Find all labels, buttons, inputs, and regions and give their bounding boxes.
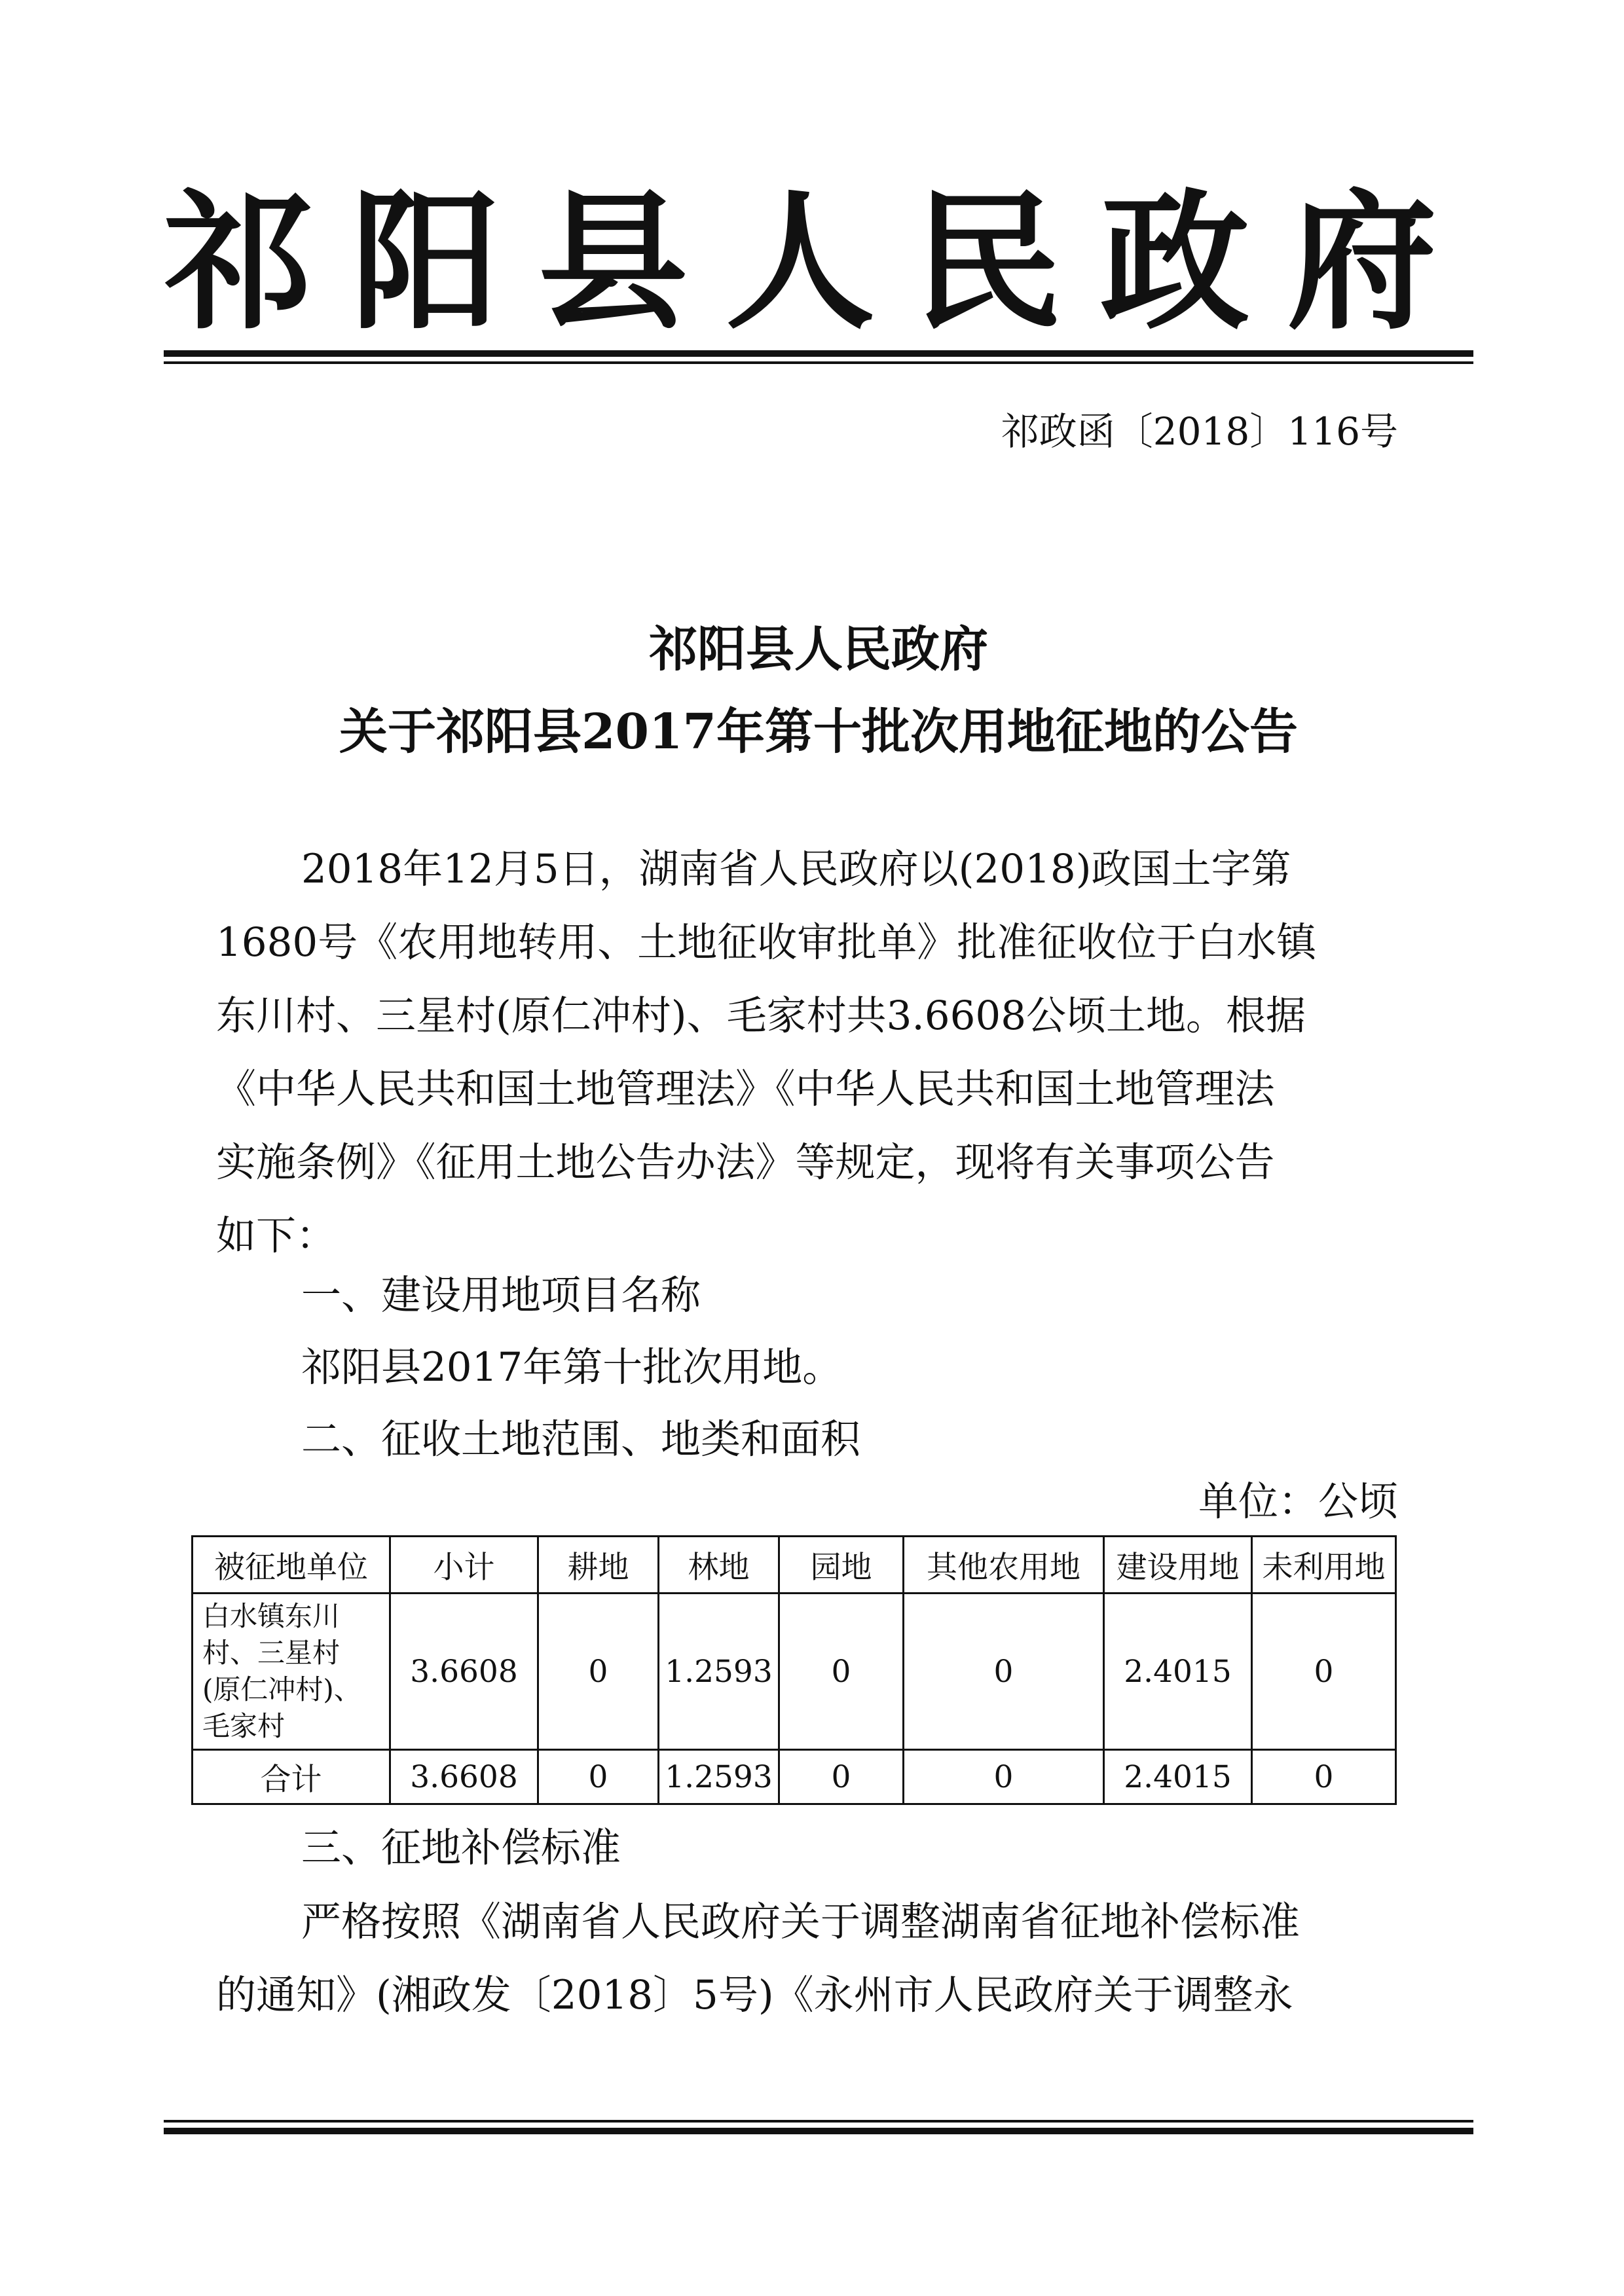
section-3-line: 的通知》(湘政发〔2018〕5号)《永州市人民政府关于调整永 [216, 1972, 1293, 2018]
unused-land-cell: 0 [1252, 1594, 1396, 1750]
column-header: 未利用地 [1252, 1537, 1396, 1594]
footer-rule-thin [164, 2120, 1473, 2123]
intro-line: 实施条例》《征用土地公告办法》等规定，现将有关事项公告 [216, 1139, 1275, 1186]
table-total-row [193, 1750, 1396, 1804]
total-label-cell: 合计 [193, 1750, 390, 1804]
section-3-line: 严格按照《湖南省人民政府关于调整湖南省征地补偿标准 [301, 1899, 1301, 1945]
total-forest-cell: 1.2593 [659, 1750, 779, 1804]
cultivated-land-cell: 0 [538, 1594, 659, 1750]
intro-line: 2018年12月5日，湖南省人民政府以(2018)政国土字第 [301, 846, 1291, 892]
title-line-1: 祁阳县人民政府 [649, 621, 988, 678]
garden-land-cell: 0 [779, 1594, 904, 1750]
unit-line: 村、三星村 [202, 1637, 341, 1669]
intro-line: 1680号《农用地转用、土地征收审批单》批准征收位于白水镇 [216, 919, 1317, 966]
total-garden-cell: 0 [779, 1750, 904, 1804]
table-unit-label: 单位：公顷 [1198, 1478, 1398, 1525]
document-number: 祁政函〔2018〕116号 [1001, 409, 1398, 454]
section-1-heading: 一、建设用地项目名称 [301, 1272, 701, 1319]
section-3-paragraph [216, 1886, 1401, 2032]
column-header: 被征地单位 [193, 1537, 390, 1594]
intro-line: 如下： [216, 1212, 337, 1259]
unit-line: 白水镇东川 [202, 1600, 341, 1632]
total-subtotal-cell: 3.6608 [390, 1750, 538, 1804]
title-line-2: 关于祁阳县2017年第十批次用地征地的公告 [339, 704, 1298, 760]
forest-land-cell: 1.2593 [659, 1594, 779, 1750]
unit-line: 毛家村 [202, 1710, 286, 1742]
column-header: 建设用地 [1104, 1537, 1252, 1594]
header-rule-thick [164, 350, 1473, 357]
section-1-content: 祁阳县2017年第十批次用地。 [301, 1344, 843, 1391]
footer-rule-thick [164, 2128, 1473, 2134]
construction-land-cell: 2.4015 [1104, 1594, 1252, 1750]
land-acquisition-table [191, 1535, 1397, 1805]
column-header: 林地 [659, 1537, 779, 1594]
table-row [193, 1594, 1396, 1750]
column-header: 其他农用地 [904, 1537, 1104, 1594]
unit-line: (原仁冲村)、 [202, 1673, 361, 1705]
intro-line: 东川村、三星村(原仁冲村)、毛家村共3.6608公顷土地。根据 [216, 993, 1306, 1039]
column-header: 小计 [390, 1537, 538, 1594]
acquired-unit-cell [193, 1594, 390, 1750]
section-3-heading: 三、征地补偿标准 [301, 1825, 621, 1871]
intro-line: 《中华人民共和国土地管理法》《中华人民共和国土地管理法 [216, 1066, 1275, 1112]
column-header: 园地 [779, 1537, 904, 1594]
column-header: 耕地 [538, 1537, 659, 1594]
section-2-heading: 二、征收土地范围、地类和面积 [301, 1416, 861, 1463]
total-cultivated-cell: 0 [538, 1750, 659, 1804]
subtotal-cell: 3.6608 [390, 1594, 538, 1750]
total-unused-cell: 0 [1252, 1750, 1396, 1804]
header-rule-thin [164, 361, 1473, 364]
total-other-agricultural-cell: 0 [904, 1750, 1104, 1804]
issuing-authority-heading: 祁阳县人民政府 [164, 174, 1475, 350]
table-header-row [193, 1537, 1396, 1594]
other-agricultural-cell: 0 [904, 1594, 1104, 1750]
intro-paragraph [216, 833, 1401, 1273]
total-construction-cell: 2.4015 [1104, 1750, 1252, 1804]
